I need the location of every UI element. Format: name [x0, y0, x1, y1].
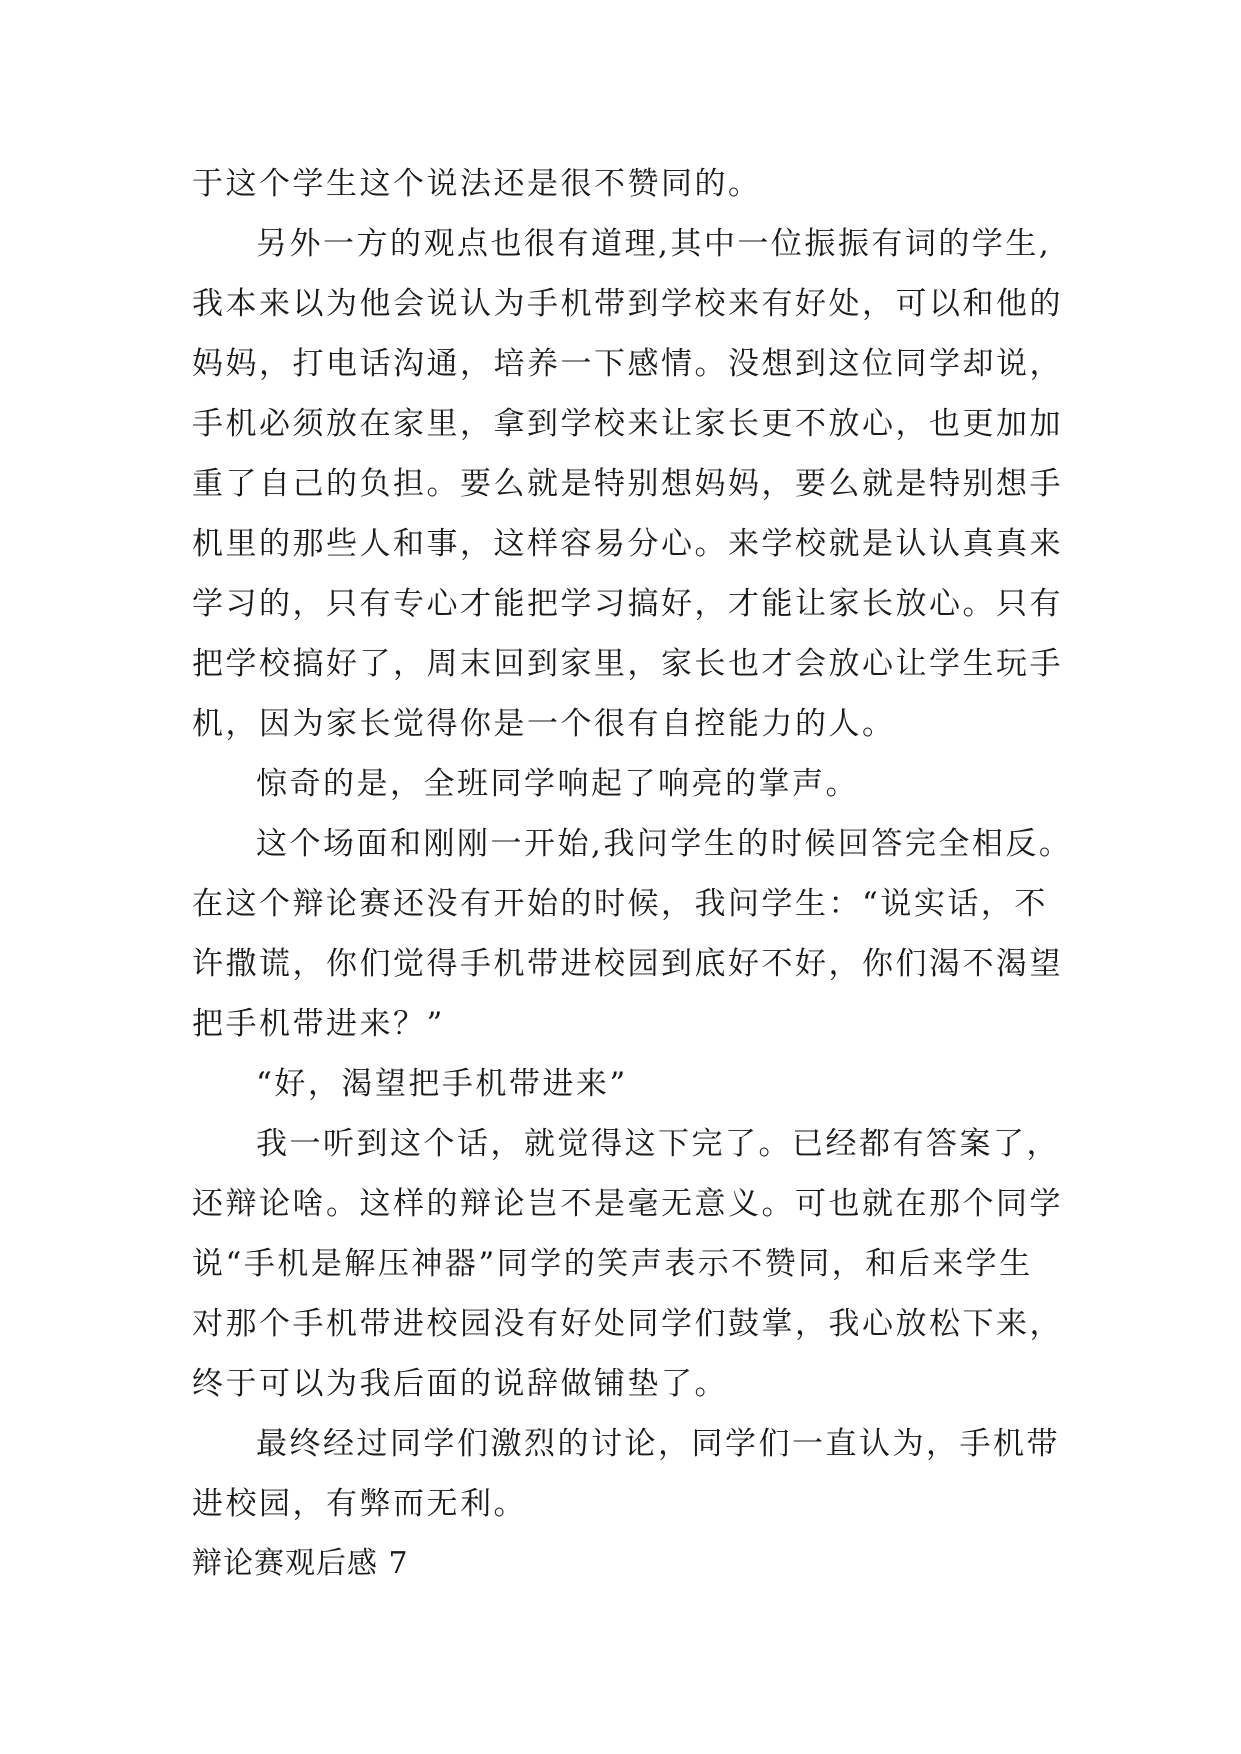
text-line: 惊奇的是，全班同学响起了响亮的掌声。: [256, 766, 859, 802]
text-line: 重了自己的负担。要么就是特别想妈妈，要么就是特别想手: [192, 466, 1063, 502]
text-line: 还辩论啥。这样的辩论岂不是毫无意义。可也就在那个同学: [192, 1186, 1063, 1222]
text-line: 进校园，有弊而无利。: [192, 1486, 527, 1522]
text-line: 学习的，只有专心才能把学习搞好，才能让家长放心。只有: [192, 586, 1063, 622]
section-heading: 辩论赛观后感 7: [192, 1546, 409, 1581]
text-line: 于这个学生这个说法还是很不赞同的。: [192, 166, 762, 202]
text-line: 许撒谎，你们觉得手机带进校园到底好不好，你们渴不渴望: [192, 946, 1063, 982]
text-line: 妈妈，打电话沟通，培养一下感情。没想到这位同学却说，: [192, 346, 1063, 382]
text-line: 对那个手机带进校园没有好处同学们鼓掌，我心放松下来，: [192, 1306, 1063, 1342]
text-line: 最终经过同学们激烈的讨论，同学们一直认为，手机带: [256, 1426, 1060, 1462]
text-line: 另外一方的观点也很有道理,其中一位振振有词的学生,: [256, 226, 1052, 262]
text-line: 在这个辩论赛还没有开始的时候，我问学生：“说实话，不: [192, 886, 1048, 922]
text-line: 把学校搞好了，周末回到家里，家长也才会放心让学生玩手: [192, 646, 1063, 682]
text-line: 机里的那些人和事，这样容易分心。来学校就是认认真真来: [192, 526, 1063, 562]
text-line: 把手机带进来？”: [192, 1006, 445, 1042]
text-line: 手机必须放在家里，拿到学校来让家长更不放心，也更加加: [192, 406, 1063, 442]
text-line: “好，渴望把手机带进来”: [256, 1066, 628, 1102]
text-line: 终于可以为我后面的说辞做铺垫了。: [192, 1366, 728, 1402]
text-line: 说“手机是解压神器”同学的笑声表示不赞同，和后来学生: [192, 1246, 1033, 1282]
text-line: 我一听到这个话，就觉得这下完了。已经都有答案了，: [256, 1126, 1060, 1162]
text-line: 机，因为家长觉得你是一个很有自控能力的人。: [192, 706, 896, 742]
text-line: 我本来以为他会说认为手机带到学校来有好处，可以和他的: [192, 286, 1063, 322]
text-line: 这个场面和刚刚一开始,我问学生的时候回答完全相反。: [256, 826, 1073, 862]
